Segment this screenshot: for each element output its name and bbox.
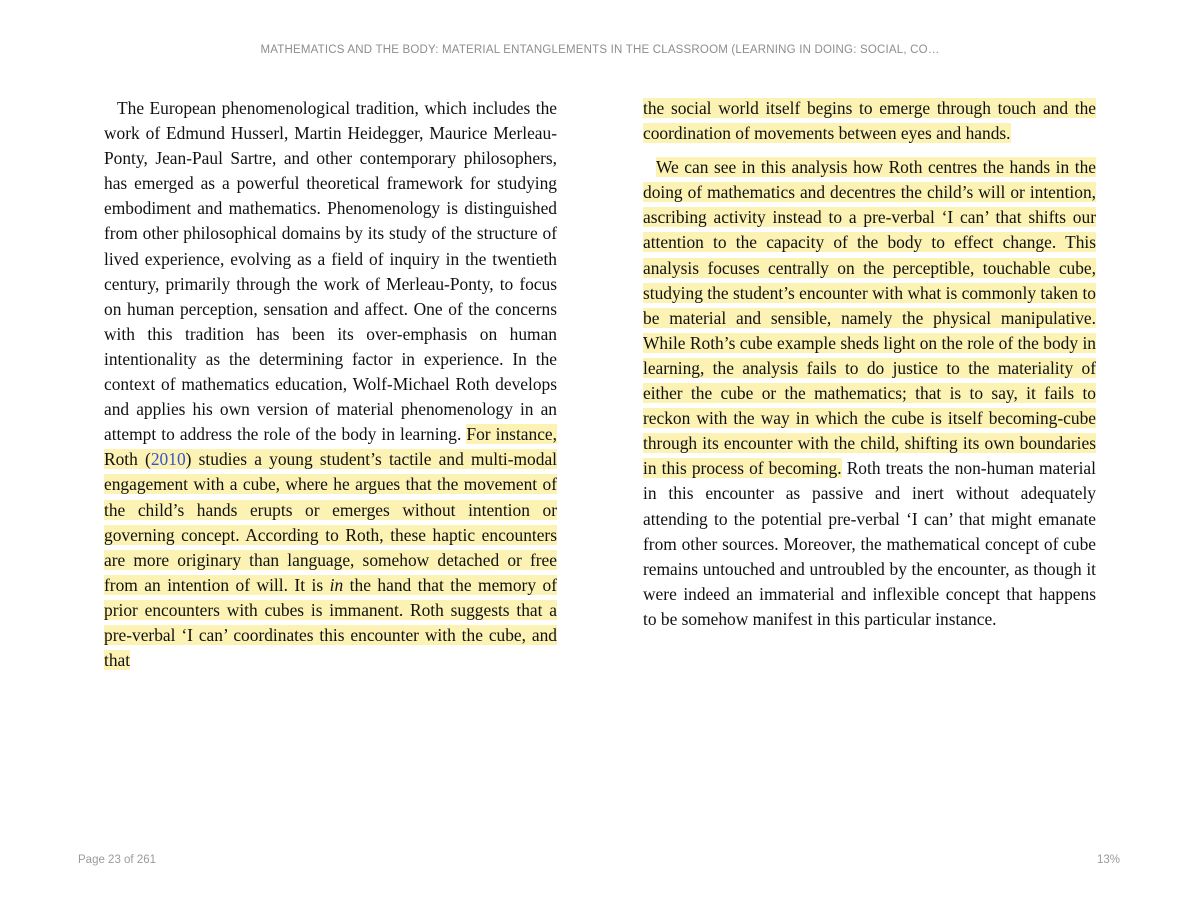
paragraph-right-2	[643, 155, 1096, 632]
highlight-run[interactable]: the hand that the memory of prior encounters with cubes is immanent. Roth suggests that a pre-verbal ‘I can’ coordinates this encounter with the cube, and that	[104, 574, 557, 671]
highlight-run[interactable]: ) studies a young student’s tactile and multi-modal engagement with a cube, where he argues that the movement of the child’s hands erupts or emerges without intention or governing concept. According to Roth, these haptic encounters are more originary than language, somehow detached or free from an intention of will. It is	[104, 449, 557, 595]
highlight-emphasis-in[interactable]: in	[329, 574, 344, 595]
paragraph-right-1	[643, 96, 1096, 146]
paragraph-left-1	[104, 96, 557, 673]
highlight-run[interactable]: For instance, Roth (	[104, 424, 557, 470]
highlight-run[interactable]: We can see in this analysis how Roth centres the hands in the doing of mathematics and decentres the child’s will or intention, ascribing activity instead to a pre-verbal ‘I can’ that shifts our attention to the capacity of the body to effect change. This analysis focuses centrally on the perceptible, touchable cube, studying the student’s encounter with what is commonly taken to be material and sensible, namely the physical manipulative. While Roth’s cube example sheds light on the role of the body in learning, the analysis fails to do justice to the materiality of either the cube or the mathematics; that is to say, it fails to reckon with the way in which the cube is itself becoming-cube through its encounter with the child, shifting its own boundaries in this process of becoming.	[643, 157, 1096, 479]
zoom-level-indicator[interactable]: 13%	[1096, 854, 1120, 866]
reader-footer	[0, 854, 1200, 870]
left-column	[104, 96, 557, 816]
citation-highlight-wrapper	[151, 449, 186, 469]
body-text-plain: The European phenomenological tradition, which includes the work of Edmund Husserl, Martin Heidegger, Maurice Merleau-Ponty, Jean-Paul Sartre, and other contemporary philosophers, has emerged as a powerful theoretical framework for studying embodiment and mathematics. Phenomenology is distinguished from other philosophical domains by its study of the structure of lived experience, evolving as a field of inquiry in the twentieth century, primarily through the work of Merleau-Ponty, to focus on human perception, sensation and affect. One of the concerns with this tradition has been its over-emphasis on human intentionality as the determining factor in experience. In the context of mathematics education, Wolf-Michael Roth develops and applies his own version of material phenomenology in an attempt to address the role of the body in learning.	[104, 98, 557, 445]
citation-link-2010[interactable]: 2010	[150, 449, 186, 470]
page-indicator[interactable]: Page 23 of 261	[78, 854, 157, 866]
body-text-plain: Roth treats the non-human material in this encounter as passive and inert without adequately attending to the potential pre-verbal ‘I can’ that might emanate from other sources. Moreover, the mathematical concept of cube remains untouched and untroubled by the encounter, as though it were indeed an immaterial and inflexible concept that happens to be somehow manifest in this particular instance.	[643, 458, 1096, 629]
right-column	[643, 96, 1096, 816]
running-header: MATHEMATICS AND THE BODY: MATERIAL ENTANGLEMENTS IN THE CLASSROOM (LEARNING IN DOING: SOCIAL, CO…	[260, 44, 940, 56]
page-content	[104, 96, 1096, 816]
highlight-run[interactable]: the social world itself begins to emerge through touch and the coordination of movements between eyes and hands.	[643, 98, 1096, 144]
